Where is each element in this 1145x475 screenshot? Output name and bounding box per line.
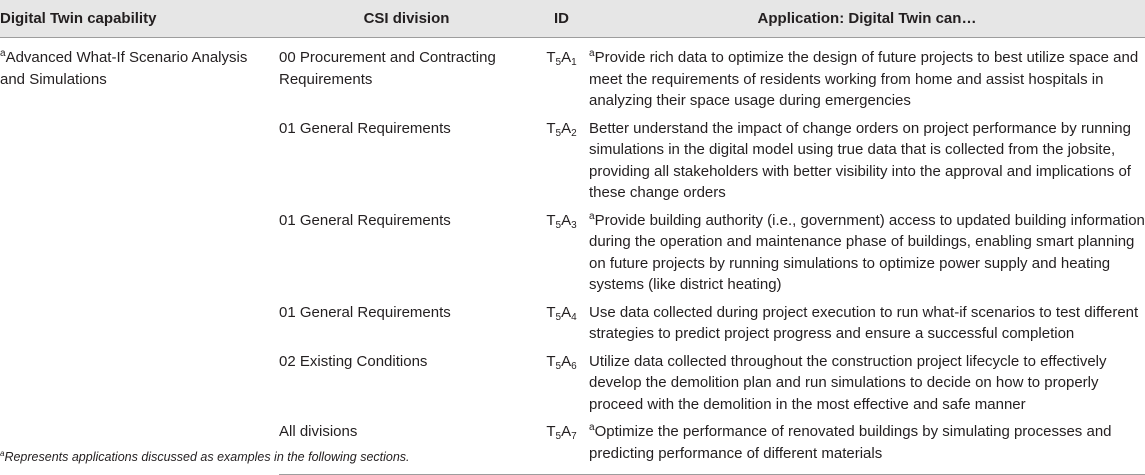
- id-cell: [534, 299, 589, 348]
- id-sub-app: 2: [571, 127, 577, 139]
- id-letter-t: T: [546, 119, 556, 137]
- csi-division-cell: 02 Existing Conditions: [279, 352, 428, 370]
- table-body: [0, 38, 1145, 475]
- id-cell: [534, 418, 589, 475]
- id-sub-app: 7: [571, 431, 577, 442]
- header-capability: Digital Twin capability: [0, 0, 279, 38]
- capability-text: Advanced What-If Scenario Analysis and Simulations: [0, 49, 248, 88]
- header-csi-division: CSI division: [279, 0, 534, 38]
- application-cell: [589, 299, 1145, 348]
- id-letter-t: T: [546, 303, 556, 321]
- id-cell: [534, 348, 589, 419]
- id-sub-theme: 5: [555, 127, 562, 139]
- id-letter-a: A: [561, 303, 572, 321]
- table-row: [0, 38, 1145, 115]
- capability-cell: [0, 38, 279, 475]
- id-sub-theme: 5: [555, 360, 562, 372]
- csi-division-cell: 01 General Requirements: [279, 211, 451, 229]
- capability-marker: a: [0, 48, 6, 59]
- id-letter-t: T: [546, 352, 556, 370]
- csi-division-cell: 01 General Requirements: [279, 119, 451, 137]
- csi-division-cell: 00 Procurement and Contracting Requirements: [279, 49, 496, 88]
- header-id: ID: [534, 0, 589, 38]
- id-letter-a: A: [561, 423, 572, 440]
- id-letter-t: T: [546, 423, 556, 440]
- application-marker: a: [589, 48, 595, 59]
- application-cell: [589, 418, 1145, 475]
- application-cell: [589, 115, 1145, 207]
- id-letter-a: A: [561, 49, 572, 66]
- id-sub-theme: 5: [555, 219, 562, 231]
- application-text: Use data collected during project execution to run what-if scenarios to test different strategies to predict project progress and ensure a successful completion: [589, 303, 1139, 342]
- id-letter-a: A: [561, 119, 572, 137]
- id-sub-app: 3: [571, 219, 577, 231]
- table-footnote: [0, 450, 410, 464]
- id-letter-t: T: [546, 49, 556, 66]
- application-cell: [589, 348, 1145, 419]
- id-letter-a: A: [561, 352, 572, 370]
- id-sub-theme: 5: [555, 431, 562, 442]
- id-sub-app: 1: [571, 57, 577, 68]
- header-application: Application: Digital Twin can…: [589, 0, 1145, 38]
- footnote-marker: a: [0, 449, 5, 458]
- id-sub-theme: 5: [555, 57, 562, 68]
- id-sub-app: 6: [571, 360, 577, 372]
- id-sub-app: 4: [571, 311, 577, 323]
- id-cell: [534, 207, 589, 299]
- id-cell: [534, 38, 589, 115]
- csi-division-cell: All divisions: [279, 418, 534, 475]
- application-marker: a: [589, 210, 595, 222]
- application-cell: [589, 38, 1145, 115]
- id-letter-a: A: [561, 211, 572, 229]
- application-text: Utilize data collected throughout the construction project lifecycle to effectively develop the demolition plan and run simulations to decide on how to properly proceed with the demolition in the most effective and safe manner: [589, 352, 1107, 413]
- application-text: Optimize the performance of renovated buildings by simulating processes and predicting performance of different materials: [589, 423, 1112, 462]
- id-cell: [534, 115, 589, 207]
- application-cell: [589, 207, 1145, 299]
- id-letter-t: T: [546, 211, 556, 229]
- table-header-row: [0, 0, 1145, 38]
- application-text: Provide building authority (i.e., government) access to updated building information during the operation and maintenance phase of buildings, enabling smart planning on future projects by running simulations to optimize power supply and heating systems (like district heating): [589, 211, 1145, 293]
- id-sub-theme: 5: [555, 311, 562, 323]
- application-text: Provide rich data to optimize the design of future projects to best utilize space and meet the requirements of residents working from home and assist hospitals in analyzing their space usage during emergencies: [589, 49, 1139, 109]
- application-text: Better understand the impact of change orders on project performance by running simulations in the digital model using true data that is collected from the jobsite, providing all stakeholders with better visibility into the approval and implications of these change orders: [589, 119, 1131, 201]
- footnote-text: Represents applications discussed as examples in the following sections.: [4, 450, 410, 464]
- csi-division-cell: 01 General Requirements: [279, 303, 451, 321]
- application-marker: a: [589, 422, 595, 433]
